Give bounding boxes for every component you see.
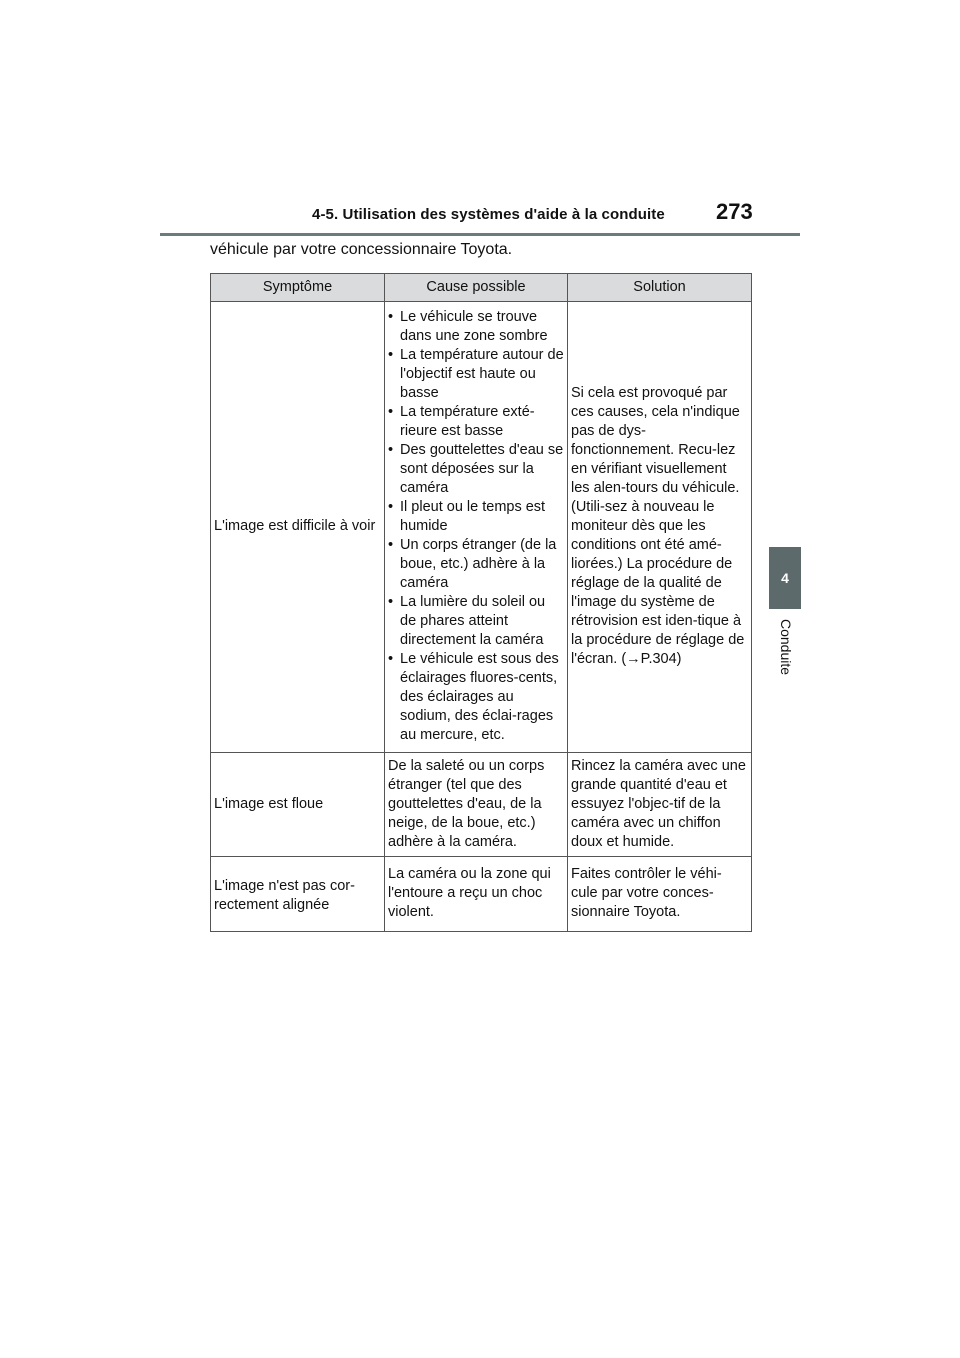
cause-item: • Un corps étranger (de la boue, etc.) adhère à la caméra	[388, 536, 564, 593]
page-number: 273	[716, 199, 753, 224]
solution-cell: Si cela est provoqué par ces causes, cela n'indique pas de dys-fonctionnement. Recu-lez en vérifiant visuellement les alen-tours du véhicule. (Utili-sez à nouveau le moniteur dès que les conditions ont été amé-liorées.) La procédure de réglage de la qualité de l'image du système de rétrovision est iden-tique à la procédure de réglage de l'écran. (→P.304)	[568, 302, 752, 753]
solution-cell: Rincez la caméra avec une grande quantité d'eau et essuyez l'objec-tif de la caméra avec un chiffon doux et humide.	[568, 753, 752, 857]
table-header-row	[211, 274, 752, 302]
header-symptom: Symptôme	[211, 274, 385, 302]
cause-list	[388, 308, 564, 745]
header-solution: Solution	[568, 274, 752, 302]
symptom-cell: L'image est difficile à voir	[211, 302, 385, 753]
troubleshooting-table	[210, 273, 752, 932]
chapter-label: Conduite	[778, 619, 794, 676]
header-divider	[160, 233, 800, 236]
chapter-tab[interactable]	[769, 547, 801, 609]
cause-cell: De la saleté ou un corps étranger (tel que des gouttelettes d'eau, de la neige, de la boue, etc.) adhère à la caméra.	[385, 753, 568, 857]
cause-item: • Le véhicule est sous des éclairages fluores-cents, des éclairages au sodium, des éclai-rages au mercure, etc.	[388, 650, 564, 745]
cause-cell	[385, 302, 568, 753]
table-row	[211, 302, 752, 753]
table-row	[211, 857, 752, 932]
cause-item: • Des gouttelettes d'eau se sont déposées sur la caméra	[388, 441, 564, 498]
header-cause: Cause possible	[385, 274, 568, 302]
intro-text: véhicule par votre concessionnaire Toyota.	[210, 241, 513, 258]
symptom-cell: L'image est floue	[211, 753, 385, 857]
solution-cell: Faites contrôler le véhi-cule par votre conces-sionnaire Toyota.	[568, 857, 752, 932]
cause-item: • La température autour de l'objectif est haute ou basse	[388, 346, 564, 403]
table-row	[211, 753, 752, 857]
cause-item: • La température exté-rieure est basse	[388, 403, 564, 441]
cause-item: • Il pleut ou le temps est humide	[388, 498, 564, 536]
cause-item: • Le véhicule se trouve dans une zone sombre	[388, 308, 564, 346]
cause-item: • La lumière du soleil ou de phares atteint directement la caméra	[388, 593, 564, 650]
chapter-number: 4	[781, 570, 789, 586]
symptom-cell: L'image n'est pas cor-rectement alignée	[211, 857, 385, 932]
section-title: 4-5. Utilisation des systèmes d'aide à la conduite	[312, 206, 665, 223]
cause-cell: La caméra ou la zone qui l'entoure a reçu un choc violent.	[385, 857, 568, 932]
